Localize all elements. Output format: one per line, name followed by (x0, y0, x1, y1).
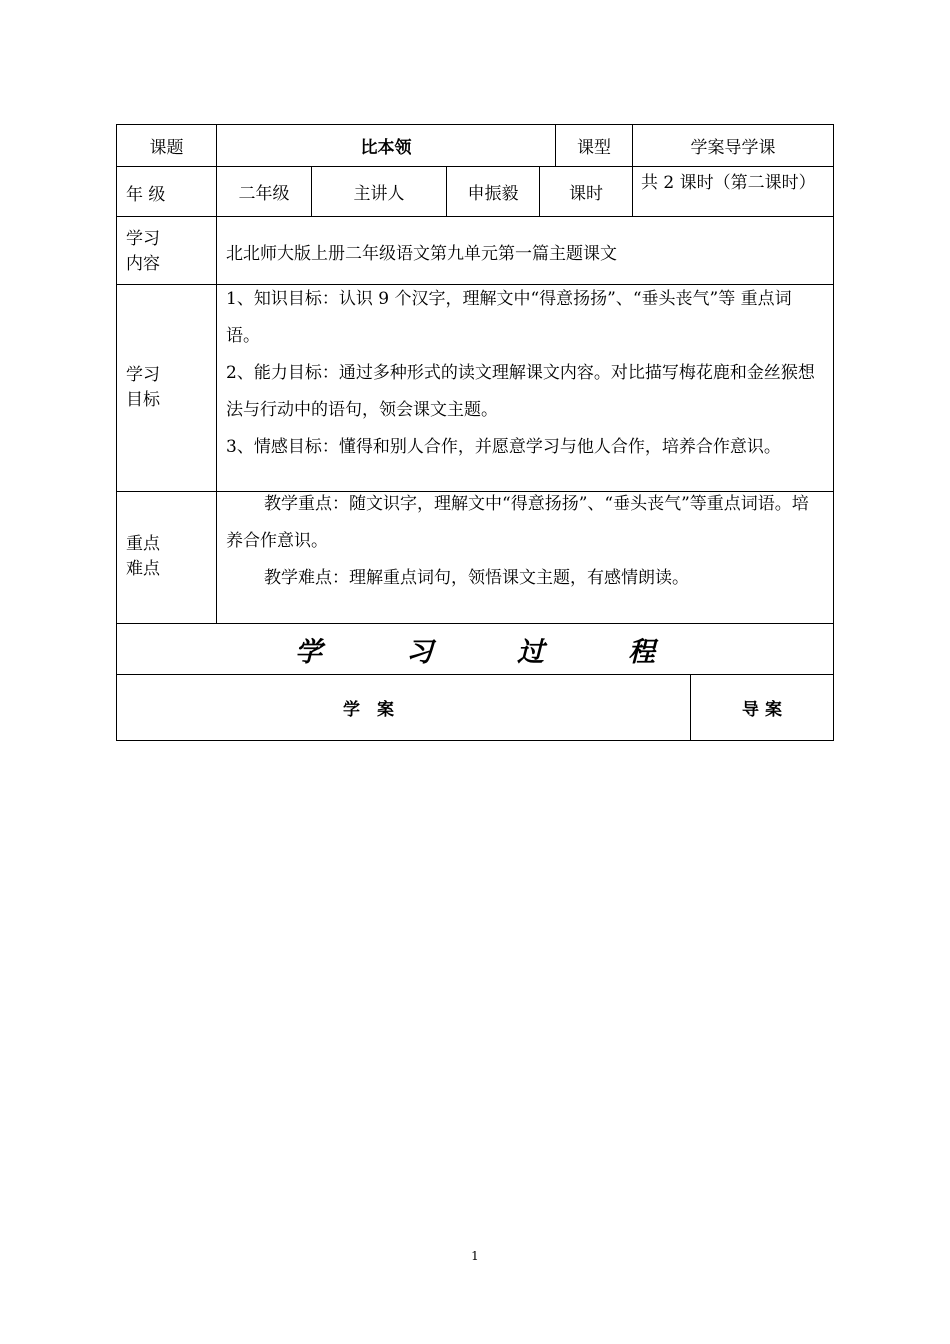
topic-value-cell (216, 124, 556, 167)
topic-label: 课题 (149, 138, 184, 158)
process-char-3: 过 (517, 636, 544, 668)
type-value: 学案导学课 (690, 138, 776, 158)
content-value-cell (216, 216, 834, 285)
process-char-1: 学 (295, 636, 322, 668)
goal-knowledge: 1、知识目标：认识 9 个汉字，理解文中“得意扬扬”、“垂头丧气”等 重点词语。 (226, 289, 792, 346)
goals-value-cell (216, 284, 834, 492)
process-char-2: 习 (406, 636, 433, 668)
grade-value: 二年级 (238, 184, 290, 204)
keypoints-label-line1: 重点 (126, 534, 160, 554)
speaker-value: 申振毅 (467, 184, 519, 204)
period-value: 共 2 课时（第二课时） (641, 173, 816, 193)
keypoints-value-cell (216, 491, 834, 624)
goals-label-line2: 目标 (126, 390, 160, 410)
guide-plan-cell (690, 674, 834, 741)
content-label-line2: 内容 (126, 254, 160, 274)
content-label-line1: 学习 (126, 229, 160, 249)
goal-emotion: 3、情感目标：懂得和别人合作，并愿意学习与他人合作，培养合作意识。 (226, 437, 781, 457)
process-heading (253, 630, 697, 669)
guide-plan-label: 导 案 (742, 700, 782, 720)
type-label: 课型 (577, 138, 611, 158)
grade-label-cell (116, 166, 217, 217)
process-heading-cell (116, 623, 834, 675)
content-label-cell (116, 216, 217, 285)
type-value-cell (632, 124, 834, 167)
study-plan-cell (116, 674, 691, 741)
type-label-cell (555, 124, 633, 167)
topic-label-cell (116, 124, 217, 167)
period-label: 课时 (569, 184, 603, 204)
goal-ability: 2、能力目标：通过多种形式的读文理解课文内容。对比描写梅花鹿和金丝猴想法与行动中的语句，领会课文主题。 (226, 363, 815, 420)
grade-label: 年 级 (126, 185, 166, 205)
page-number: 1 (471, 1249, 479, 1263)
topic-value: 比本领 (360, 138, 412, 158)
goals-label-cell (116, 284, 217, 492)
process-char-4: 程 (628, 636, 655, 668)
study-plan-label: 学 案 (343, 700, 394, 720)
period-label-cell (539, 166, 633, 217)
goals-label-line1: 学习 (126, 365, 160, 385)
key-difficulty: 教学难点：理解重点词句，领悟课文主题，有感情朗读。 (264, 568, 689, 588)
speaker-value-cell (446, 166, 540, 217)
grade-value-cell (216, 166, 312, 217)
key-focus: 教学重点：随文识字，理解文中“得意扬扬”、“垂头丧气”等重点词语。培养合作意识。 (226, 494, 809, 551)
speaker-label: 主讲人 (353, 184, 405, 204)
keypoints-label-line2: 难点 (126, 559, 160, 579)
speaker-label-cell (311, 166, 447, 217)
content-text: 北北师大版上册二年级语文第九单元第一篇主题课文 (226, 244, 617, 264)
period-value-cell (632, 166, 834, 217)
keypoints-label-cell (116, 491, 217, 624)
